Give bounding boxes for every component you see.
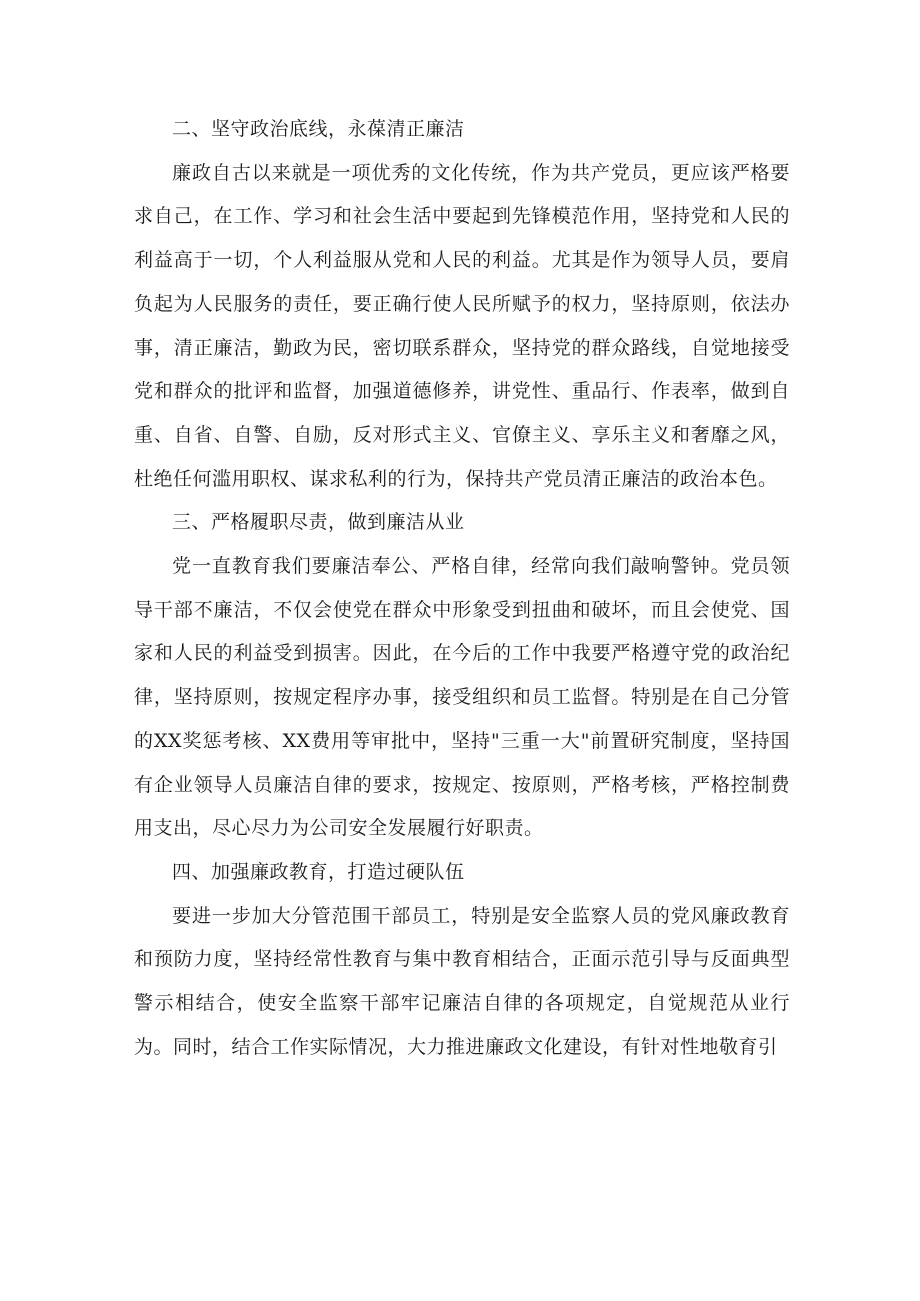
section-paragraph-4: 要进一步加大分管范围干部员工，特别是安全监察人员的党风廉政教育和预防力度，坚持经常性教育与集中教育相结合，正面示范引导与反面典型警示相结合，使安全监察干部牢记廉洁自律的各项规定，自觉规范从业行为。同时，结合工作实际情况，大力推进廉政文化建设，有针对性地敬育引 <box>134 904 790 1058</box>
section-heading-4: 四、加强廉政教育，打造过硬队伍 <box>172 860 465 883</box>
section-paragraph-2: 廉政自古以来就是一项优秀的文化传统，作为共产党员，更应该严格要求自己，在工作、学习和社会生活中要起到先锋模范作用，坚持党和人民的利益高于一切，个人利益服从党和人民的利益。尤其是作为领导人员，要肩负起为人民服务的责任，要正确行使人民所赋予的权力，坚持原则，依法办事，清正廉洁，勤政为民，密切联系群众，坚持党的群众路线，自觉地接受党和群众的批评和监督，加强道德修养，讲党性、重品行、作表率，做到自重、自省、自警、自励，反对形式主义、官僚主义、享乐主义和奢靡之风，杜绝任何滥用职权、谋求私利的行为，保持共产党员清正廉洁的政治本色。 <box>134 161 790 490</box>
section-paragraph-3: 党一直教育我们要廉洁奉公、严格自律，经常向我们敲响警钟。党员领导干部不廉洁，不仅会使党在群众中形象受到扭曲和破坏，而且会使党、国家和人民的利益受到损害。因此，在今后的工作中我要严格遵守党的政治纪律，坚持原则，按规定程序办事，接受组织和员工监督。特别是在自己分管的XX奖惩考核、XX费用等审批中，坚持"三重一大"前置研究制度，坚持国有企业领导人员廉洁自律的要求，按规定、按原则，严格考核，严格控制费用支出，尽心尽力为公司安全发展履行好职责。 <box>134 555 790 840</box>
section-heading-3: 三、严格履职尽责，做到廉洁从业 <box>172 511 465 534</box>
section-heading-2: 二、坚守政治底线，永葆清正廉洁 <box>172 118 465 140</box>
document-body <box>134 108 790 1069</box>
